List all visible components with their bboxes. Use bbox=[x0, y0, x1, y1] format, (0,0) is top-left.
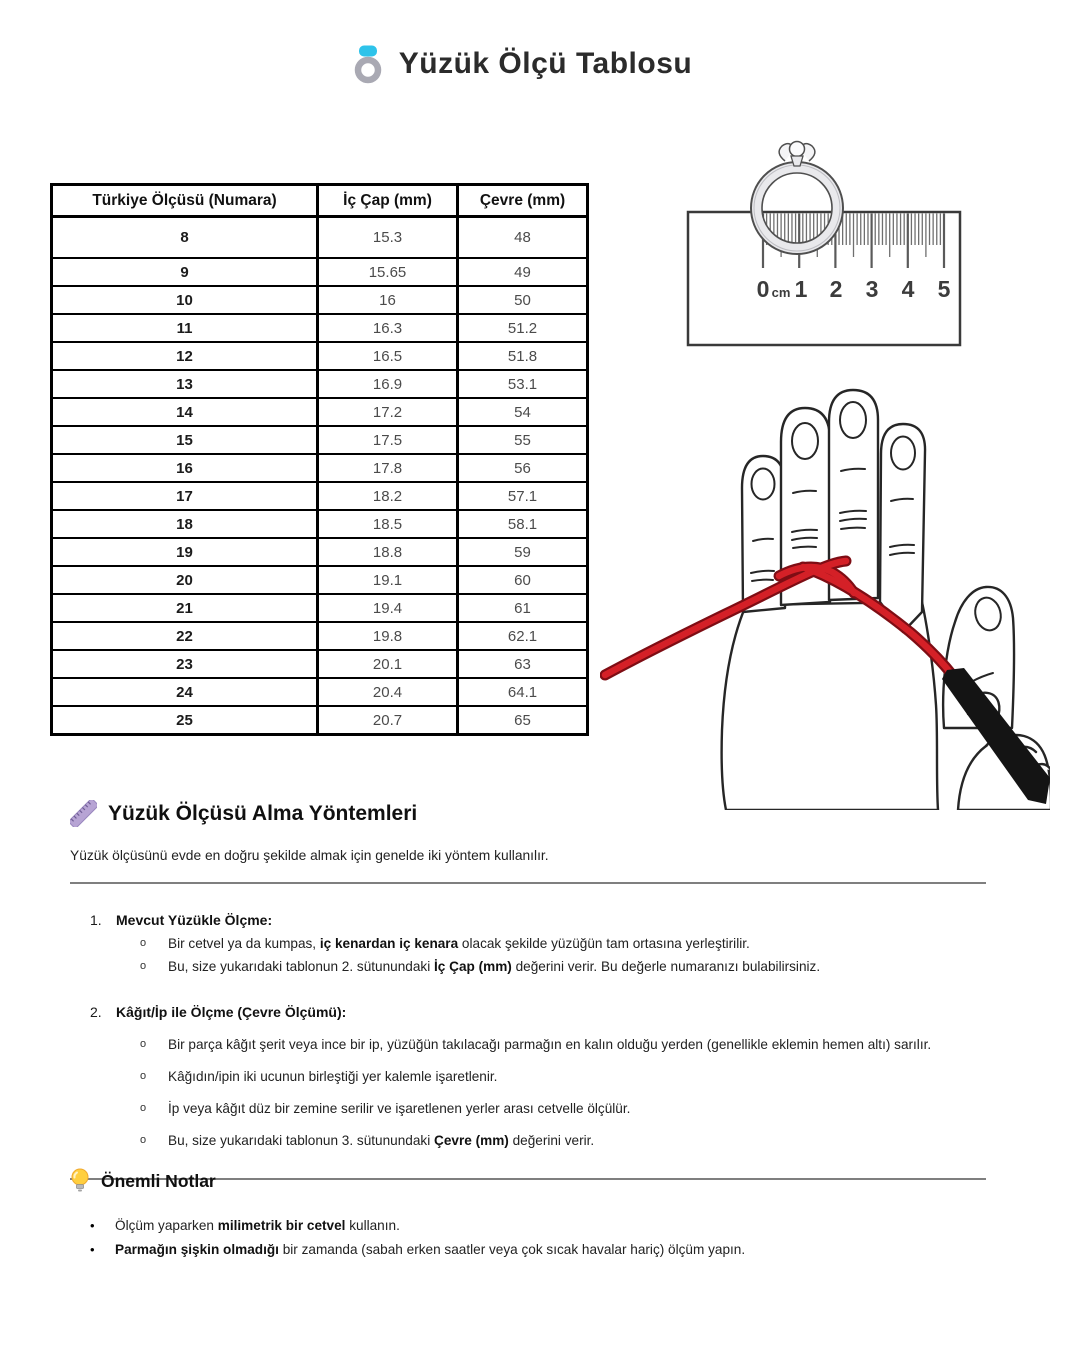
cell-inner-diameter: 18.5 bbox=[318, 510, 458, 538]
cell-inner-diameter: 20.4 bbox=[318, 678, 458, 706]
cell-inner-diameter: 16.3 bbox=[318, 314, 458, 342]
ruler-label-0: 0 bbox=[756, 276, 770, 302]
bullet-marker: o bbox=[140, 1102, 147, 1114]
cell-size: 25 bbox=[52, 706, 318, 735]
cell-inner-diameter: 18.2 bbox=[318, 482, 458, 510]
note-item bbox=[0, 1242, 1080, 1257]
notes-heading-row bbox=[70, 1168, 1080, 1194]
cell-inner-diameter: 19.8 bbox=[318, 622, 458, 650]
table-row bbox=[52, 538, 588, 566]
ruler-label-4: 4 bbox=[901, 276, 915, 302]
table-row bbox=[52, 650, 588, 678]
cell-circumference: 60 bbox=[458, 566, 588, 594]
bullet-text: Bu, size yukarıdaki tablonun 2. sütunundaki İç Çap (mm) değerini verir. Bu değerle numaranızı bulabilirsiniz. bbox=[168, 959, 821, 974]
ruler-label-2: 2 bbox=[829, 276, 843, 302]
cell-circumference: 65 bbox=[458, 706, 588, 735]
cell-inner-diameter: 15.3 bbox=[318, 217, 458, 259]
bullet-marker: o bbox=[140, 937, 147, 949]
lightbulb-icon bbox=[70, 1168, 90, 1194]
cell-inner-diameter: 19.1 bbox=[318, 566, 458, 594]
cell-circumference: 59 bbox=[458, 538, 588, 566]
method-item bbox=[0, 912, 1080, 974]
cell-inner-diameter: 18.8 bbox=[318, 538, 458, 566]
cell-size: 11 bbox=[52, 314, 318, 342]
methods-heading: Yüzük Ölçüsü Alma Yöntemleri bbox=[108, 801, 418, 825]
cell-size: 17 bbox=[52, 482, 318, 510]
note-text: Parmağın şişkin olmadığı bir zamanda (sabah erken saatler veya çok sıcak havalar hariç) ölçüm yapın. bbox=[115, 1242, 746, 1257]
cell-size: 16 bbox=[52, 454, 318, 482]
method-item bbox=[0, 1004, 1080, 1148]
cell-circumference: 61 bbox=[458, 594, 588, 622]
table-row bbox=[52, 314, 588, 342]
bullet-marker: o bbox=[140, 1070, 147, 1082]
bullet-text: Bir cetvel ya da kumpas, iç kenardan iç kenara olacak şekilde yüzüğün tam ortasına yerleştirilir. bbox=[168, 936, 750, 951]
bullet-marker: o bbox=[140, 1038, 147, 1050]
cell-circumference: 49 bbox=[458, 258, 588, 286]
cell-inner-diameter: 16 bbox=[318, 286, 458, 314]
bullet-marker: • bbox=[90, 1218, 95, 1233]
cell-inner-diameter: 16.9 bbox=[318, 370, 458, 398]
ring-on-ruler-figure bbox=[682, 134, 967, 366]
cell-circumference: 55 bbox=[458, 426, 588, 454]
ruler-label-5: 5 bbox=[937, 276, 951, 302]
methods-section bbox=[0, 800, 1080, 1180]
table-row bbox=[52, 286, 588, 314]
bullet-text: Bu, size yukarıdaki tablonun 3. sütunundaki Çevre (mm) değerini verir. bbox=[168, 1133, 595, 1148]
table-row bbox=[52, 510, 588, 538]
table-row bbox=[52, 426, 588, 454]
cell-size: 20 bbox=[52, 566, 318, 594]
ring-icon bbox=[353, 44, 383, 84]
cell-circumference: 50 bbox=[458, 286, 588, 314]
col-header-inner-diameter: İç Çap (mm) bbox=[318, 185, 458, 217]
table-header-row bbox=[52, 185, 588, 217]
ruler-label-3: 3 bbox=[865, 276, 879, 302]
ruler-label-1: 1 bbox=[794, 276, 808, 302]
bullet-marker: o bbox=[140, 1134, 147, 1146]
cell-size: 18 bbox=[52, 510, 318, 538]
cell-inner-diameter: 20.7 bbox=[318, 706, 458, 735]
cell-inner-diameter: 17.8 bbox=[318, 454, 458, 482]
cell-size: 10 bbox=[52, 286, 318, 314]
cell-inner-diameter: 17.2 bbox=[318, 398, 458, 426]
cell-inner-diameter: 17.5 bbox=[318, 426, 458, 454]
cell-size: 24 bbox=[52, 678, 318, 706]
table-row bbox=[52, 482, 588, 510]
table-row bbox=[52, 398, 588, 426]
methods-heading-row bbox=[70, 800, 1080, 827]
table-row bbox=[52, 566, 588, 594]
cell-inner-diameter: 19.4 bbox=[318, 594, 458, 622]
method-bullet bbox=[0, 936, 1080, 951]
hand-string-measure-figure bbox=[600, 380, 1050, 810]
table-row bbox=[52, 594, 588, 622]
page-title: Yüzük Ölçü Tablosu bbox=[398, 47, 693, 80]
method-bullet bbox=[0, 1037, 1080, 1052]
cell-size: 13 bbox=[52, 370, 318, 398]
table-row bbox=[52, 342, 588, 370]
notes-heading: Önemli Notlar bbox=[101, 1170, 216, 1191]
table-row bbox=[52, 622, 588, 650]
bullet-text: İp veya kâğıt düz bir zemine serilir ve işaretlenen yerler arası cetvelle ölçülür. bbox=[168, 1101, 631, 1116]
ruler-icon bbox=[70, 800, 97, 827]
divider bbox=[70, 882, 986, 884]
table-row bbox=[52, 370, 588, 398]
col-header-circumference: Çevre (mm) bbox=[458, 185, 588, 217]
method-number: 1. bbox=[90, 912, 102, 928]
cell-circumference: 48 bbox=[458, 217, 588, 259]
cell-circumference: 51.2 bbox=[458, 314, 588, 342]
method-title: Mevcut Yüzükle Ölçme: bbox=[116, 912, 273, 928]
cell-circumference: 62.1 bbox=[458, 622, 588, 650]
method-bullet bbox=[0, 1069, 1080, 1084]
ring-size-table bbox=[50, 183, 589, 736]
cell-size: 21 bbox=[52, 594, 318, 622]
method-number: 2. bbox=[90, 1004, 102, 1020]
bullet-text: Kâğıdın/ipin iki ucunun birleştiği yer kalemle işaretlenir. bbox=[168, 1069, 498, 1084]
cell-size: 23 bbox=[52, 650, 318, 678]
bullet-marker: o bbox=[140, 960, 147, 972]
table-row bbox=[52, 678, 588, 706]
table-row bbox=[52, 258, 588, 286]
cell-circumference: 57.1 bbox=[458, 482, 588, 510]
bullet-text: Bir parça kâğıt şerit veya ince bir ip, yüzüğün takılacağı parmağın en kalın olduğu yerden (genellikle eklemin hemen altı) sarılır. bbox=[168, 1037, 932, 1052]
cell-size: 22 bbox=[52, 622, 318, 650]
method-bullet bbox=[0, 959, 1080, 974]
note-item bbox=[0, 1218, 1080, 1233]
cell-circumference: 64.1 bbox=[458, 678, 588, 706]
bullet-marker: • bbox=[90, 1242, 95, 1257]
cell-size: 9 bbox=[52, 258, 318, 286]
table-row bbox=[52, 706, 588, 735]
table-row bbox=[52, 454, 588, 482]
cell-size: 19 bbox=[52, 538, 318, 566]
cell-circumference: 54 bbox=[458, 398, 588, 426]
cell-circumference: 51.8 bbox=[458, 342, 588, 370]
cell-circumference: 63 bbox=[458, 650, 588, 678]
cell-size: 12 bbox=[52, 342, 318, 370]
col-header-size: Türkiye Ölçüsü (Numara) bbox=[52, 185, 318, 217]
cell-inner-diameter: 15.65 bbox=[318, 258, 458, 286]
note-text: Ölçüm yaparken milimetrik bir cetvel kullanın. bbox=[115, 1218, 400, 1233]
cell-inner-diameter: 20.1 bbox=[318, 650, 458, 678]
method-bullet bbox=[0, 1101, 1080, 1116]
ruler-unit-label: cm bbox=[771, 285, 791, 300]
method-bullet bbox=[0, 1133, 1080, 1148]
cell-circumference: 58.1 bbox=[458, 510, 588, 538]
cell-size: 15 bbox=[52, 426, 318, 454]
cell-circumference: 56 bbox=[458, 454, 588, 482]
cell-size: 8 bbox=[52, 217, 318, 259]
cell-circumference: 53.1 bbox=[458, 370, 588, 398]
notes-section bbox=[0, 1168, 1080, 1257]
table-row bbox=[52, 217, 588, 259]
methods-intro: Yüzük ölçüsünü evde en doğru şekilde almak için genelde iki yöntem kullanılır. bbox=[70, 848, 549, 863]
cell-inner-diameter: 16.5 bbox=[318, 342, 458, 370]
document-header bbox=[0, 44, 1045, 84]
method-title: Kâğıt/İp ile Ölçme (Çevre Ölçümü): bbox=[116, 1004, 347, 1020]
cell-size: 14 bbox=[52, 398, 318, 426]
